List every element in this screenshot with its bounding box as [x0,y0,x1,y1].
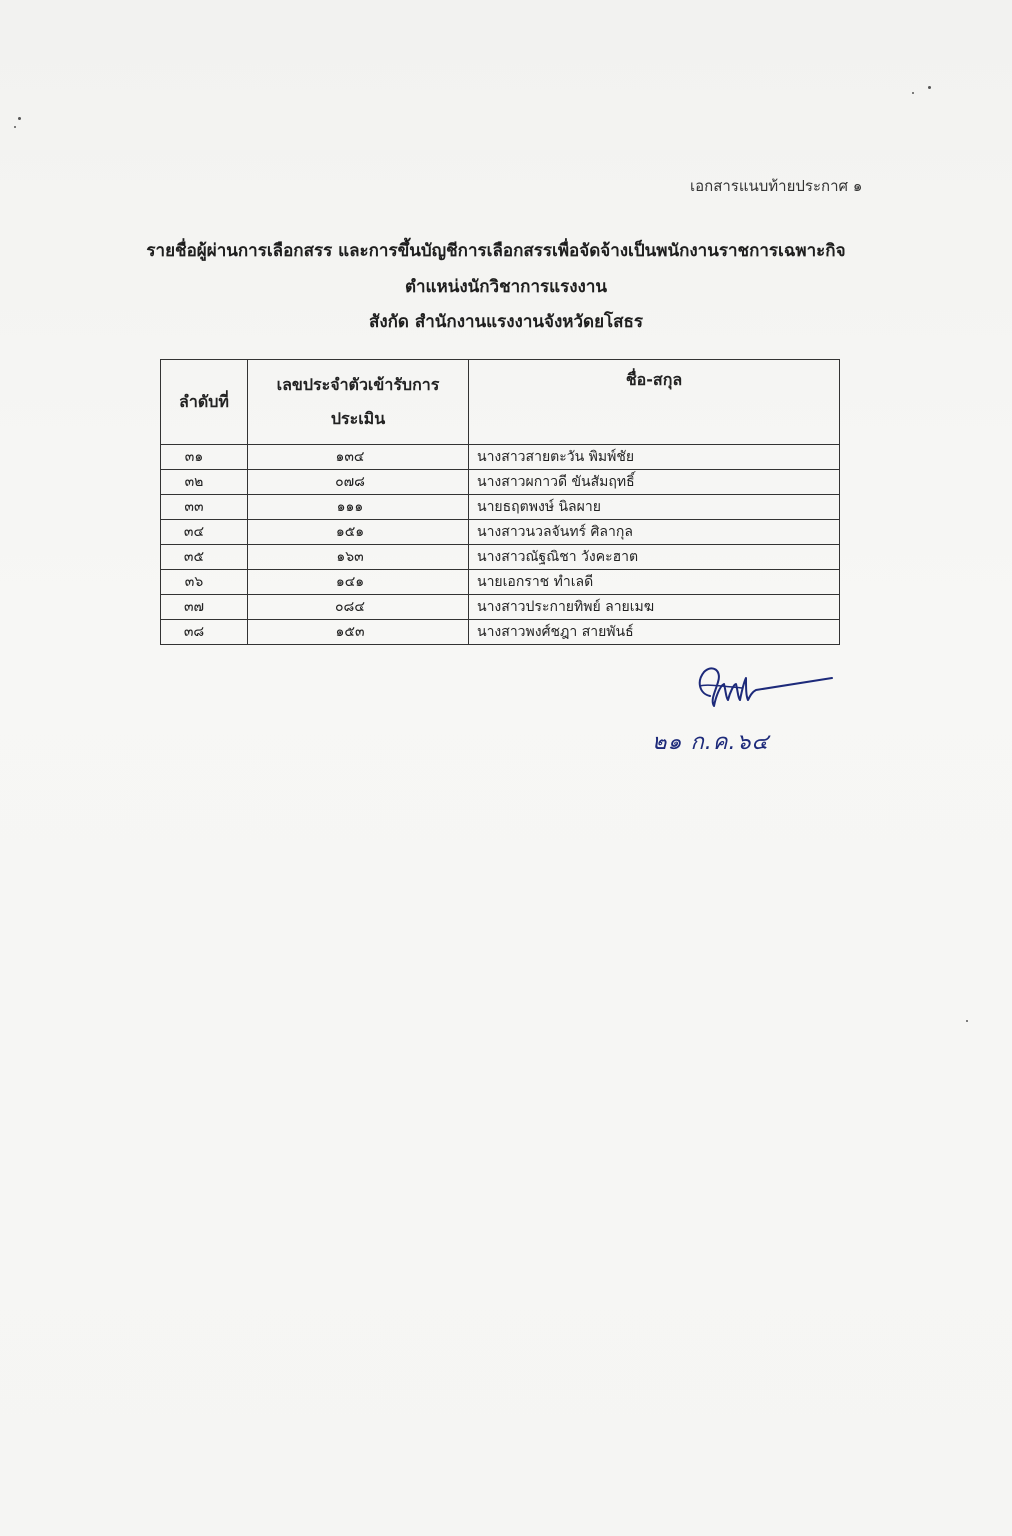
scan-speck [18,117,21,120]
handwritten-signature [682,656,842,716]
header-candidate-id [248,360,469,445]
header-full-name: ชื่อ-สกุล [469,360,840,445]
document-title-line-2: ตำแหน่งนักวิชาการแรงงาน [404,277,608,297]
row-full-name: นางสาวณัฐณิชา วังคะฮาต [469,545,840,570]
row-candidate-id: ๑๕๓ [248,620,469,645]
row-full-name: นางสาวผกาวดี ขันสัมฤทธิ์ [469,470,840,495]
row-candidate-id: ๑๖๓ [248,545,469,570]
row-order: ๓๑ [161,445,248,470]
table-row [161,570,840,595]
scan-speck [966,1020,968,1022]
row-candidate-id: ๐๗๘ [248,470,469,495]
row-full-name: นางสาวนวลจันทร์ ศิลากุล [469,520,840,545]
candidate-table [160,359,840,645]
table-row [161,495,840,520]
table-row [161,545,840,570]
table-row [161,595,840,620]
table-row [161,520,840,545]
row-order: ๓๒ [161,470,248,495]
row-full-name: นางสาวประกายทิพย์ ลายเมฆ [469,595,840,620]
row-full-name: นายเอกราช ทำเลดี [469,570,840,595]
handwritten-date: ๒๑ ก.ค.๖๔ [652,730,770,755]
header-candidate-id-line-1: เลขประจำตัวเข้ารับการ [276,375,440,394]
annex-label: เอกสารแนบท้ายประกาศ ๑ [690,177,863,195]
scan-speck [912,92,914,94]
document-title-line-3: สังกัด สำนักงานแรงงานจังหวัดยโสธร [368,312,644,332]
row-order: ๓๖ [161,570,248,595]
table-row [161,470,840,495]
table-row [161,620,840,645]
table-row [161,445,840,470]
row-order: ๓๔ [161,520,248,545]
row-candidate-id: ๑๕๑ [248,520,469,545]
row-candidate-id: ๑๑๑ [248,495,469,520]
table-header-row [161,360,840,445]
row-order: ๓๘ [161,620,248,645]
row-order: ๓๗ [161,595,248,620]
header-order: ลำดับที่ [161,360,248,445]
row-candidate-id: ๑๔๑ [248,570,469,595]
row-full-name: นางสาวสายตะวัน พิมพ์ชัย [469,445,840,470]
row-full-name: นายธฤตพงษ์ นิลผาย [469,495,840,520]
row-order: ๓๓ [161,495,248,520]
row-full-name: นางสาวพงศ์ชฎา สายพันธ์ [469,620,840,645]
row-order: ๓๕ [161,545,248,570]
header-candidate-id-line-2: ประเมิน [330,409,386,428]
document-title-line-1: รายชื่อผู้ผ่านการเลือกสรร และการขึ้นบัญชีการเลือกสรรเพื่อจัดจ้างเป็นพนักงานราชการเฉพาะกิจ [146,241,846,261]
scan-speck [14,126,16,128]
row-candidate-id: ๑๓๔ [248,445,469,470]
row-candidate-id: ๐๘๔ [248,595,469,620]
scan-speck [928,86,931,89]
